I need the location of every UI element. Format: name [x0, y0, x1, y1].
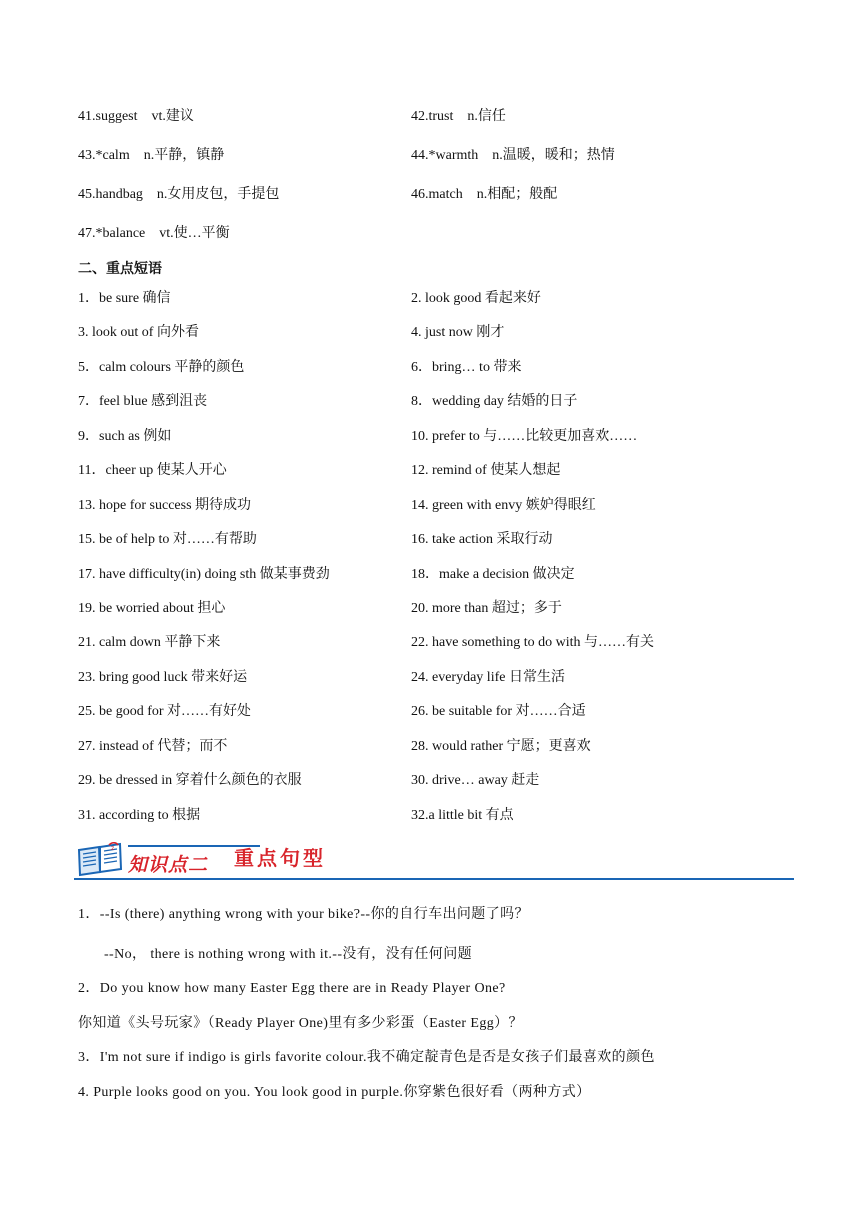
phrase-item: 9．such as 例如	[78, 429, 172, 444]
phrase-row	[78, 736, 798, 758]
phrase-item: 5．calm colours 平静的颜色	[78, 360, 245, 375]
phrase-row	[78, 667, 798, 689]
phrase-row	[78, 460, 798, 482]
vocab-item: 45.handbag n.女用皮包，手提包	[78, 187, 280, 202]
phrase-item: 30. drive… away 赶走	[411, 773, 540, 788]
phrase-item: 16. take action 采取行动	[411, 532, 553, 547]
phrase-row	[78, 805, 798, 827]
sentence-line: 3．I'm not sure if indigo is girls favorite colour.我不确定靛青色是否是女孩子们最喜欢的颜色	[78, 1050, 655, 1065]
phrase-item: 22. have something to do with 与……有关	[411, 635, 655, 650]
phrase-item: 20. more than 超过；多于	[411, 601, 562, 616]
phrase-item: 24. everyday life 日常生活	[411, 670, 565, 685]
phrase-row	[78, 426, 798, 448]
vocab-row	[78, 184, 798, 206]
phrase-item: 31. according to 根据	[78, 808, 201, 823]
phrase-row	[78, 322, 798, 344]
phrase-item: 21. calm down 平静下来	[78, 635, 221, 650]
phrase-row	[78, 701, 798, 723]
phrase-item: 28. would rather 宁愿；更喜欢	[411, 739, 591, 754]
phrase-row	[78, 391, 798, 413]
vocab-item: 41.suggest vt.建议	[78, 109, 194, 124]
knowledge-point-header	[74, 838, 796, 882]
section-heading: 二、重点短语	[78, 261, 162, 277]
phrase-item: 23. bring good luck 带来好运	[78, 670, 248, 685]
phrase-row	[78, 495, 798, 517]
vocab-item: 43.*calm n.平静，镇静	[78, 148, 225, 163]
phrase-item: 8．wedding day 结婚的日子	[411, 394, 578, 409]
vocab-item: 46.match n.相配；般配	[411, 187, 558, 202]
phrase-row	[78, 770, 798, 792]
phrase-row	[78, 598, 798, 620]
vocab-item: 47.*balance vt.使…平衡	[78, 226, 230, 241]
knowledge-point-label: 知识点二	[128, 854, 209, 876]
phrase-item: 4. just now 刚才	[411, 325, 505, 340]
sentence-line: 你知道《头号玩家》（Ready Player One)里有多少彩蛋（Easter Egg）？	[78, 1016, 523, 1031]
phrase-item: 10. prefer to 与……比较更加喜欢……	[411, 429, 638, 444]
phrase-item: 12. remind of 使某人想起	[411, 463, 561, 478]
phrase-item: 14. green with envy 嫉妒得眼红	[411, 498, 596, 513]
phrase-item: 18．make a decision 做决定	[411, 567, 575, 582]
phrase-item: 15. be of help to 对……有帮助	[78, 532, 257, 547]
phrase-row	[78, 564, 798, 586]
phrase-item: 11．cheer up 使某人开心	[78, 463, 227, 478]
phrase-item: 13. hope for success 期待成功	[78, 498, 252, 513]
phrase-item: 3. look out of 向外看	[78, 325, 199, 340]
vocab-row	[78, 145, 798, 167]
open-book-icon	[76, 842, 124, 878]
vocab-item: 44.*warmth n.温暖，暖和；热情	[411, 148, 615, 163]
phrase-row	[78, 357, 798, 379]
knowledge-point-title: 重点句型	[234, 846, 326, 870]
sentence-line: --No， there is nothing wrong with it.--没有，没有任何问题	[104, 947, 472, 962]
phrase-item: 32.a little bit 有点	[411, 808, 514, 823]
header-bottom-rule	[74, 878, 794, 880]
phrase-row	[78, 632, 798, 654]
vocab-item: 42.trust n.信任	[411, 109, 506, 124]
vocab-row	[78, 106, 798, 128]
sentence-line: 1．--Is (there) anything wrong with your bike?--你的自行车出问题了吗？	[78, 907, 529, 922]
vocab-row	[78, 223, 798, 245]
phrase-item: 17. have difficulty(in) doing sth 做某事费劲	[78, 567, 330, 582]
phrase-item: 7．feel blue 感到沮丧	[78, 394, 208, 409]
phrase-item: 1．be sure 确信	[78, 291, 171, 306]
sentence-line: 2．Do you know how many Easter Egg there are in Ready Player One?	[78, 981, 506, 996]
svg-text:z: z	[111, 845, 115, 852]
phrase-item: 27. instead of 代替；而不	[78, 739, 228, 754]
sentence-line: 4. Purple looks good on you. You look good in purple.你穿紫色很好看（两种方式）	[78, 1085, 591, 1100]
phrase-item: 6．bring… to 带来	[411, 360, 522, 375]
phrase-item: 2. look good 看起来好	[411, 291, 541, 306]
phrase-item: 25. be good for 对……有好处	[78, 704, 252, 719]
phrase-item: 26. be suitable for 对……合适	[411, 704, 586, 719]
phrase-row	[78, 529, 798, 551]
phrase-row	[78, 288, 798, 310]
phrase-item: 29. be dressed in 穿着什么颜色的衣服	[78, 773, 302, 788]
phrase-item: 19. be worried about 担心	[78, 601, 226, 616]
